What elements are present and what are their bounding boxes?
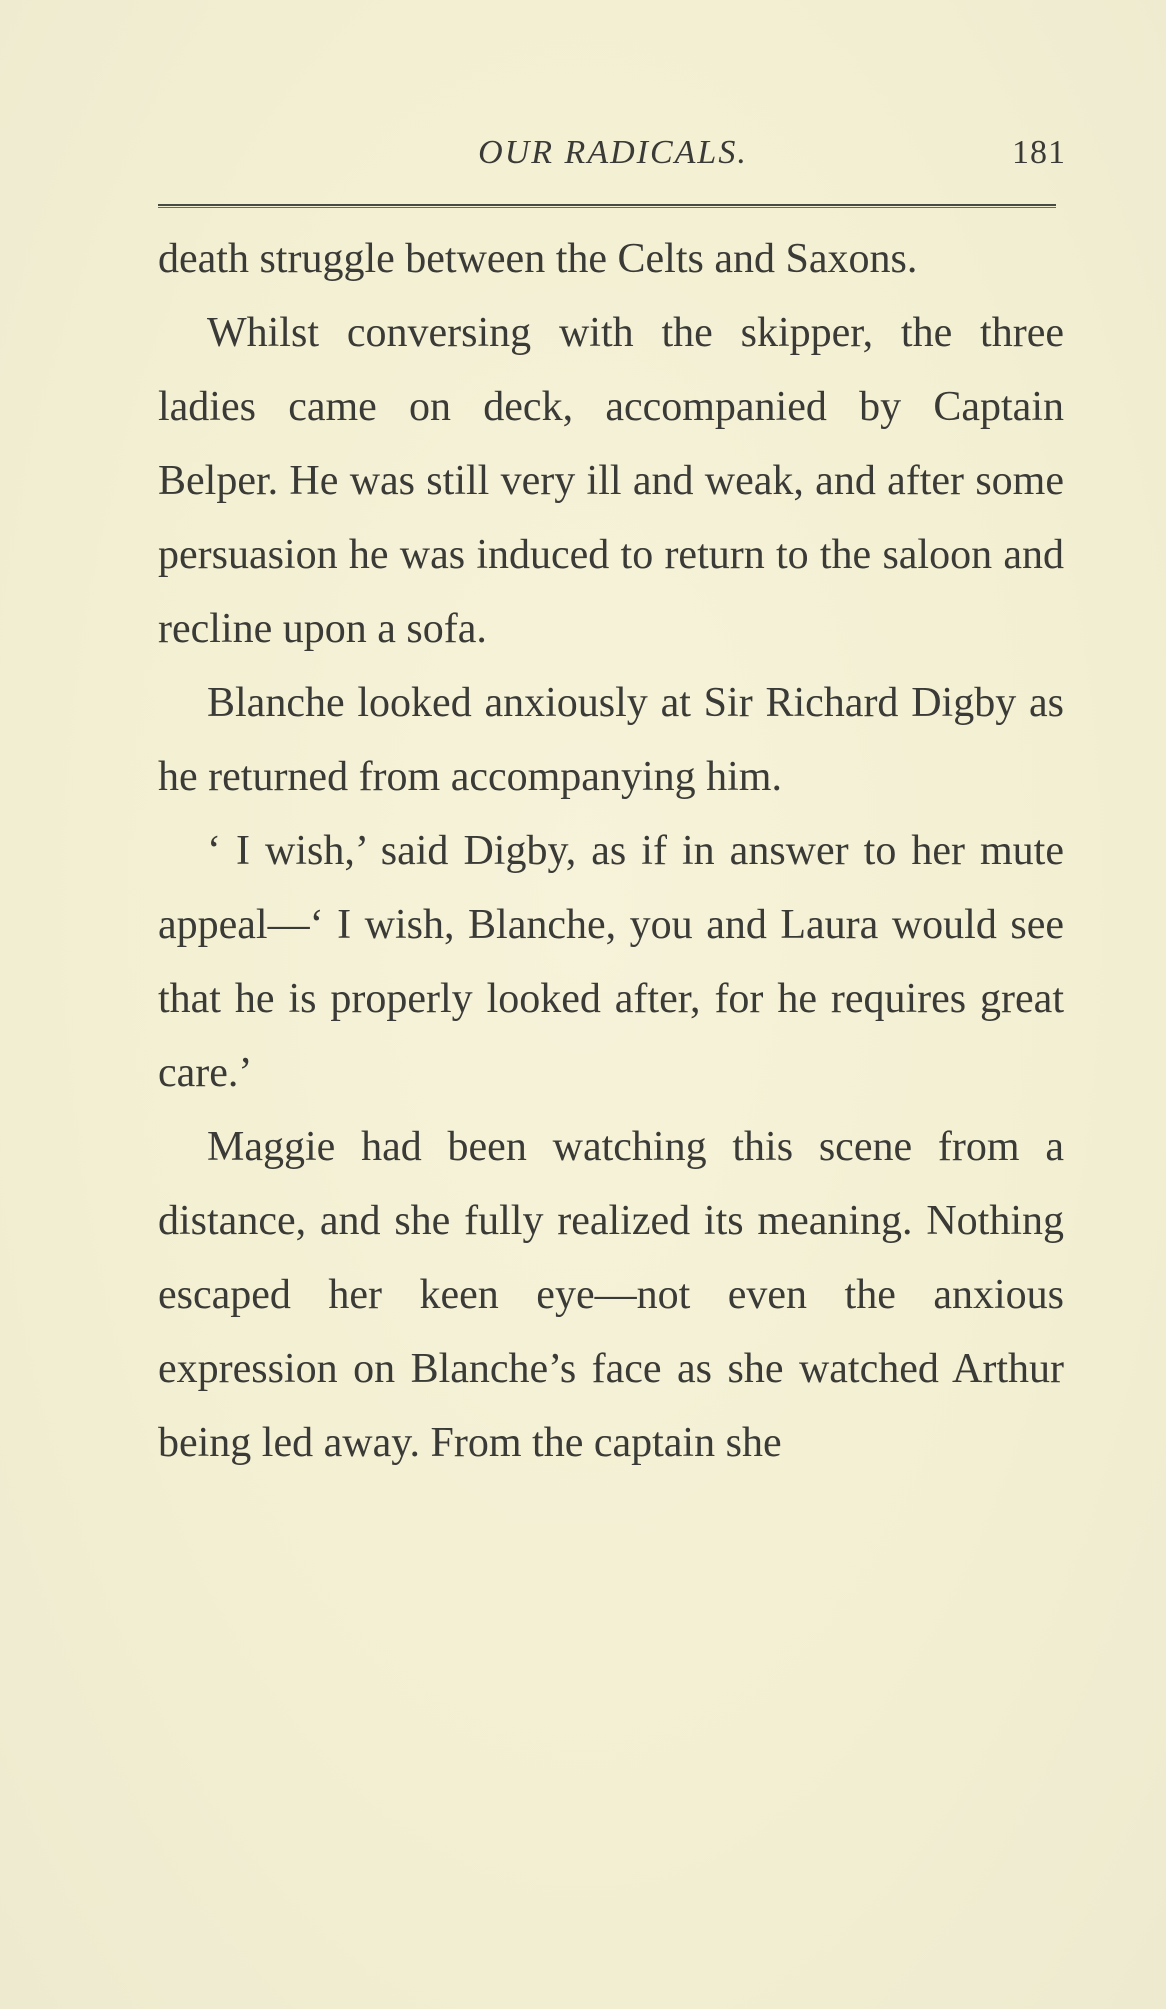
body-text — [158, 222, 1064, 1480]
paragraph: Maggie had been watching this scene from a distance, and she fully realized its meaning. Nothing escaped her keen eye—not even the anxious expression on Blanche’s face as she watched Arthur being led away. From the captain she — [158, 1124, 1064, 1466]
paragraph-continued: death struggle between the Celts and Saxons. — [158, 236, 918, 282]
running-title: OUR RADICALS. — [478, 134, 748, 171]
paragraph: Whilst conversing with the skipper, the three ladies came on deck, accompanied by Captain Belper. He was still very ill and weak, and after some persuasion he was induced to return to the saloon and recline upon a sofa. — [158, 310, 1064, 652]
page-number: 181 — [1012, 134, 1066, 171]
header-rule — [158, 204, 1056, 206]
running-head — [158, 128, 1068, 178]
paragraph: Blanche looked anxiously at Sir Richard Digby as he returned from accompanying him. — [158, 680, 1064, 800]
paragraph: ‘ I wish,’ said Digby, as if in answer to her mute appeal—‘ I wish, Blanche, you and Laura would see that he is properly looked after, for he requires great care.’ — [158, 828, 1064, 1096]
